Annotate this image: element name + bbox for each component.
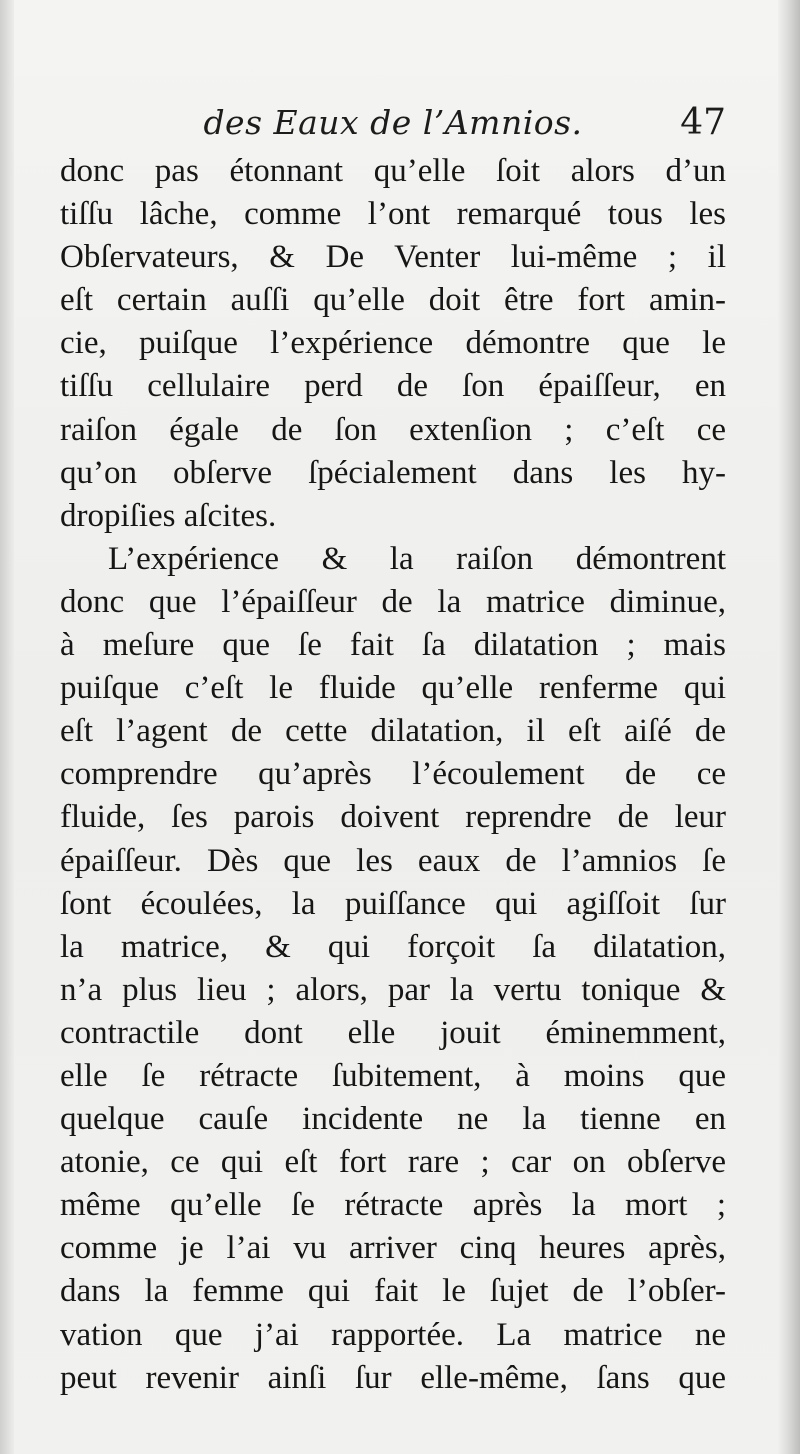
text-line: raiſon égale de ſon extenſion ; c’eſt ce: [60, 411, 726, 448]
text-line: Obſervateurs, & De Venter lui-même ; il: [60, 239, 726, 276]
paragraph-1: [60, 150, 726, 538]
text-line: qu’on obſerve ſpécialement dans les hy-: [60, 454, 726, 491]
text-line: même qu’elle ſe rétracte après la mort ;: [60, 1187, 726, 1224]
text-line: vation que j’ai rapportée. La matrice ne: [60, 1316, 726, 1353]
text-line: à meſure que ſe fait ſa dilatation ; mais: [60, 627, 726, 664]
text-line: elle ſe rétracte ſubitement, à moins que: [60, 1057, 726, 1094]
text-line: épaiſſeur. Dès que les eaux de l’amnios ſe: [60, 842, 726, 879]
text-line: tiſſu cellulaire perd de ſon épaiſſeur, en: [60, 368, 726, 405]
text-line: eſt certain auſſi qu’elle doit être fort amin-: [60, 282, 726, 319]
text-line: la matrice, & qui forçoit ſa dilatation,: [60, 928, 726, 965]
text-line: dans la femme qui fait le ſujet de l’obſer-: [60, 1273, 726, 1310]
scan-left-edge: [0, 0, 14, 1454]
text-line: n’a plus lieu ; alors, par la vertu tonique &: [60, 971, 726, 1008]
text-line: comprendre qu’après l’écoulement de ce: [60, 756, 726, 793]
text-line: cie, puiſque l’expérience démontre que le: [60, 325, 726, 362]
paragraph-2: [60, 538, 726, 1400]
text-line: atonie, ce qui eſt fort rare ; car on obſerve: [60, 1144, 726, 1181]
text-line: donc pas étonnant qu’elle ſoit alors d’un: [60, 153, 726, 189]
text-line: ſont écoulées, la puiſſance qui agiſſoit ſur: [60, 885, 726, 922]
text-line: comme je l’ai vu arriver cinq heures après,: [60, 1230, 726, 1267]
text-line: tiſſu lâche, comme l’ont remarqué tous les: [60, 196, 726, 233]
running-title: des Eaux de l’Amnios.: [203, 103, 583, 142]
body-text: [60, 150, 726, 1400]
text-line: dropiſies aſcites.: [60, 497, 277, 534]
text-line: peut revenir ainſi ſur elle-même, ſans que: [60, 1359, 726, 1396]
text-line: fluide, ſes parois doivent reprendre de leur: [60, 799, 726, 836]
text-line: contractile dont elle jouit éminemment,: [60, 1014, 726, 1051]
running-head: [60, 96, 726, 150]
page-number: 47: [680, 102, 726, 143]
text-line: donc que l’épaiſſeur de la matrice diminue,: [60, 583, 726, 620]
text-line: puiſque c’eſt le fluide qu’elle renferme qui: [60, 670, 726, 707]
scan-right-edge: [778, 0, 800, 1454]
text-line: L’expérience & la raiſon démontrent: [108, 540, 726, 577]
book-page: [14, 0, 778, 1454]
text-line: quelque cauſe incidente ne la tienne en: [60, 1101, 726, 1138]
text-line: eſt l’agent de cette dilatation, il eſt aiſé de: [60, 713, 726, 750]
